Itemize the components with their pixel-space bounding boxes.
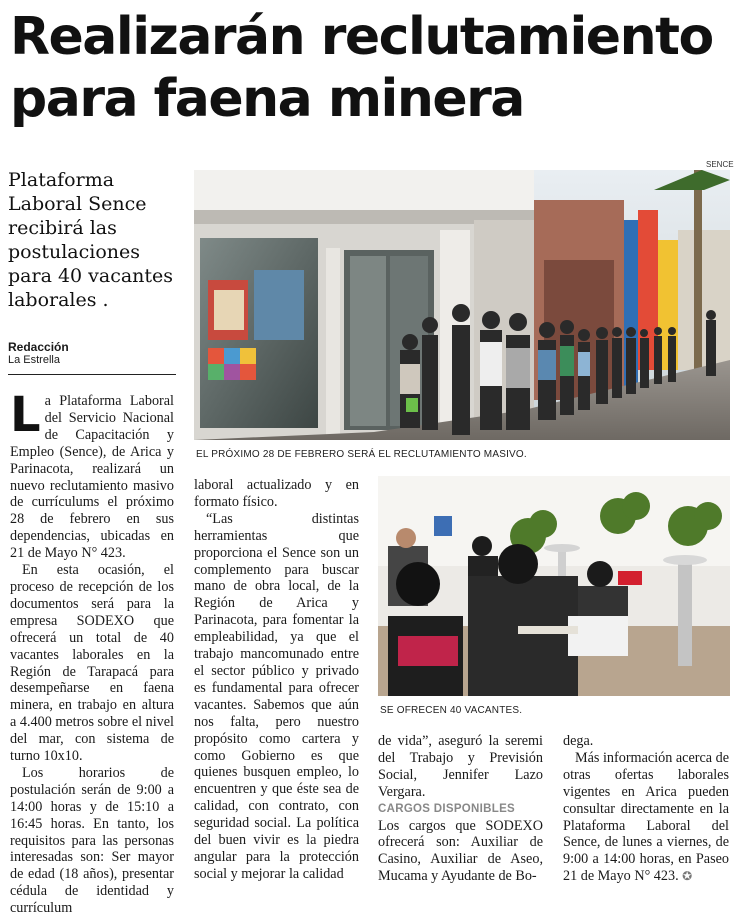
caption-interview: SE OFRECEN 40 VACANTES. bbox=[380, 705, 523, 716]
subhead: Plataforma Laboral Sence recibirá las postulaciones para 40 vacantes laborales . bbox=[8, 169, 174, 311]
photo-interview bbox=[378, 476, 730, 696]
paragraph: dega. bbox=[563, 733, 594, 749]
photo-credit: SENCE bbox=[706, 160, 734, 169]
drop-cap: L bbox=[10, 387, 41, 443]
headline-line-1: Realizarán reclutamiento bbox=[10, 7, 713, 67]
byline-name: Redacción bbox=[8, 340, 69, 354]
paragraph-text: Más información acerca de otras ofertas laborales vigentes en Arica pueden consultar directamente en la Plataforma Laboral del Sence, de lunes a viernes, de 9:00 a 14:00 horas, en Paseo 21 de Mayo N° 423. bbox=[563, 749, 730, 885]
paragraph: Los horarios de postulación serán de 9:00 a 14:00 horas y de 15:10 a 16:45 horas. En tanto, los requisitos para las personas interesadas son: Ser mayor de edad (18 años), presentar cédula de identidad y currículum bbox=[10, 764, 174, 917]
photo-queue-image bbox=[194, 170, 730, 440]
headline-line-2: para faena minera bbox=[10, 69, 524, 129]
caption-queue: EL PRÓXIMO 28 DE FEBRERO SERÁ EL RECLUTAMIENTO MASIVO. bbox=[196, 449, 527, 460]
paragraph: de vida”, aseguró la seremi del Trabajo y Previsión Social, Jennifer Lazo Vergara. bbox=[378, 733, 543, 800]
divider bbox=[8, 374, 176, 375]
body-column-2 bbox=[194, 477, 359, 883]
body-column-4 bbox=[563, 733, 729, 885]
photo-queue bbox=[194, 170, 730, 440]
section-subhead: CARGOS DISPONIBLES bbox=[378, 802, 516, 815]
end-mark-icon: ✪ bbox=[682, 869, 693, 884]
paragraph: Los cargos que SODEXO ofrecerá son: Auxiliar de Casino, Auxiliar de Aseo, Mucama y Ayudante de Bo- bbox=[378, 817, 543, 885]
paragraph: “Las distintas herramientas que proporciona el Sence son un complemento para buscar mano de obra local, de la Región de Arica y Parinacota, para fomentar la empleabilidad, ya que el trabajo mancomunado entre el sector público y privado es fundamental para ofrecer vacantes. Sabemos que aún nos falta, pero nuestro propósito como cartera y como Gobierno es que quienes busquen empleo, lo encuentren y que éste sea de calidad, con contrato, con seguridad social. La política del buen vivir es la piedra angular para la protección social y mejorar la calidad bbox=[194, 510, 359, 882]
paragraph bbox=[563, 750, 729, 885]
paragraph bbox=[10, 387, 174, 562]
body-column-1 bbox=[10, 387, 174, 917]
byline-org: La Estrella bbox=[8, 354, 60, 366]
photo-interview-image bbox=[378, 476, 730, 696]
body-column-3 bbox=[378, 733, 543, 885]
paragraph: laboral actualizado y en formato físico. bbox=[194, 477, 359, 510]
paragraph-text: a Plataforma Laboral del Servicio Nacional de Capacitación y Empleo (Sence), de Arica y Parinacota, realizará un nuevo reclutamiento masivo de currículums el próximo 28 de febrero en sus dependencias, ubicadas en 21 de Mayo N° 423. bbox=[10, 393, 174, 562]
headline bbox=[10, 6, 730, 130]
paragraph: En esta ocasión, el proceso de recepción de los documentos será para la empresa SODEXO que ofrecerá un total de 40 vacantes laborales en la Región de Tarapacá para desempeñarse en faena minera, en trabajo en altura a 4.400 metros sobre el nivel del mar, con sistema de turno 10x10. bbox=[10, 562, 174, 765]
